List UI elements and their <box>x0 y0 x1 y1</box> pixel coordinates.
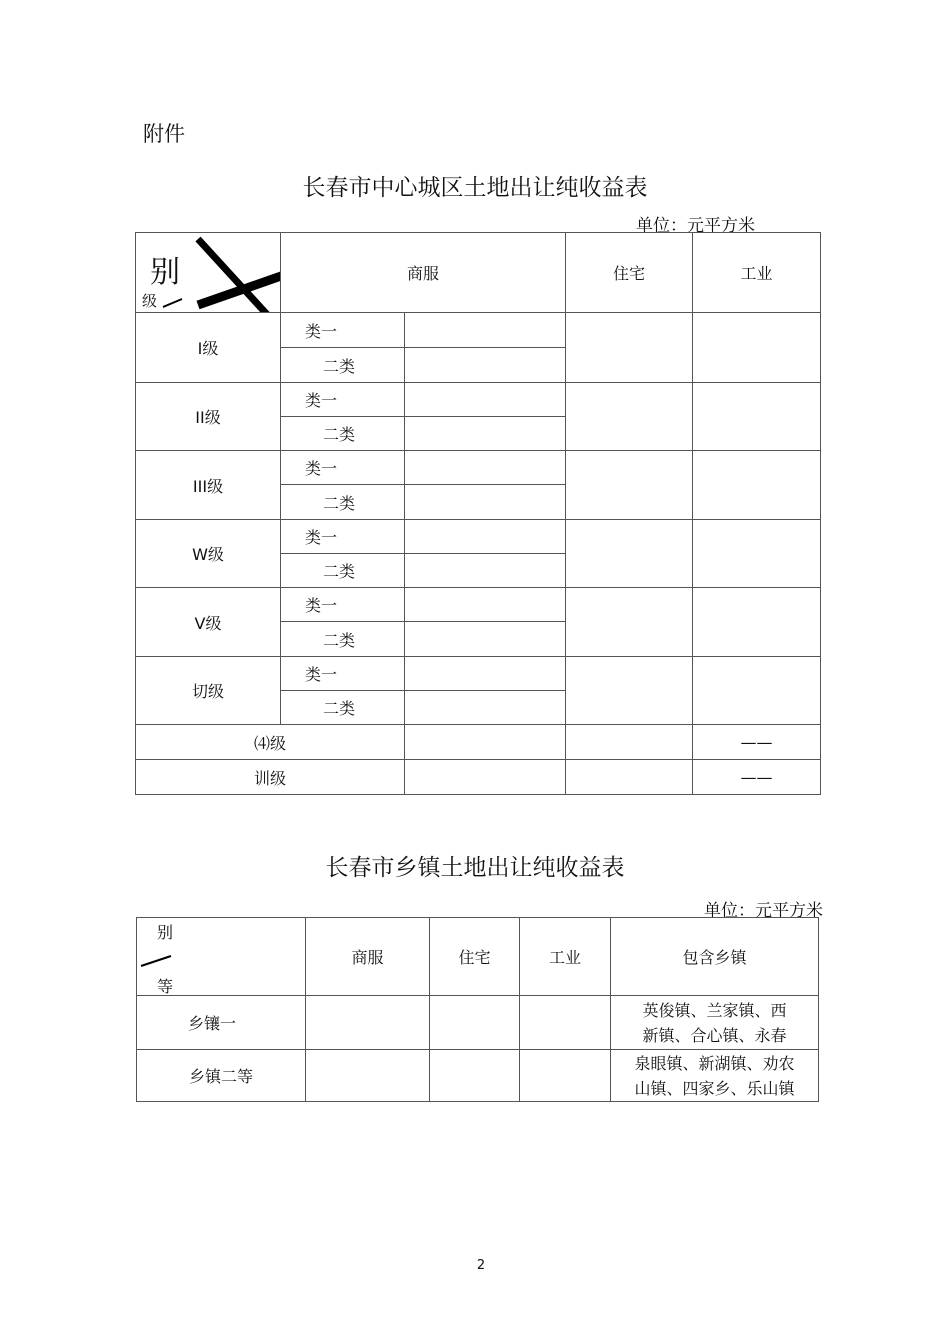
diag-label-bottom: 等 <box>157 977 174 996</box>
value-cell <box>693 383 821 451</box>
sub-class-label: 二类 <box>281 417 405 451</box>
value-cell <box>693 313 821 383</box>
header-industrial: 工业 <box>693 233 821 313</box>
towns-cell <box>611 1050 819 1102</box>
value-cell <box>693 520 821 588</box>
sub-class-label: 二类 <box>281 485 405 520</box>
value-cell <box>405 520 566 554</box>
industry-dash: —— <box>693 760 821 795</box>
value-cell <box>693 588 821 657</box>
table-row <box>137 996 819 1050</box>
value-cell <box>405 451 566 485</box>
diagonal-header-cell <box>136 233 281 313</box>
urban-land-table <box>135 232 821 795</box>
sub-class-label: 二类 <box>281 622 405 657</box>
sub-class-label: 二类 <box>281 348 405 383</box>
header-commercial: 商服 <box>306 918 430 996</box>
value-cell <box>405 760 566 795</box>
value-cell <box>306 1050 430 1102</box>
value-cell <box>566 657 693 725</box>
value-cell <box>405 691 566 725</box>
value-cell <box>405 554 566 588</box>
industry-dash: —— <box>693 725 821 760</box>
towns-line: 英俊镇、兰家镇、西 <box>642 1000 787 1020</box>
grade-label: 乡镇二等 <box>137 1050 306 1102</box>
level-label: II级 <box>136 383 281 451</box>
sub-class-label: 类一 <box>281 657 405 691</box>
level-label: 训级 <box>136 760 405 795</box>
value-cell <box>405 588 566 622</box>
sub-class-label: 二类 <box>281 691 405 725</box>
sub-class-label: 类一 <box>281 588 405 622</box>
value-cell <box>405 348 566 383</box>
value-cell <box>566 451 693 520</box>
attachment-label: 附件 <box>143 122 185 146</box>
value-cell <box>566 760 693 795</box>
level-label: 切级 <box>136 657 281 725</box>
header-residential: 住宅 <box>566 233 693 313</box>
level-label: ⑷级 <box>136 725 405 760</box>
header-industrial: 工业 <box>520 918 611 996</box>
value-cell <box>306 996 430 1050</box>
sub-class-label: 类一 <box>281 383 405 417</box>
table2-unit: 单位：元平方米 <box>704 901 823 921</box>
value-cell <box>566 588 693 657</box>
table-row <box>136 520 821 554</box>
value-cell <box>405 657 566 691</box>
page-number: 2 <box>476 1258 486 1273</box>
value-cell <box>430 1050 520 1102</box>
sub-class-label: 二类 <box>281 554 405 588</box>
value-cell <box>520 996 611 1050</box>
towns-cell <box>611 996 819 1050</box>
table-row <box>136 313 821 348</box>
value-cell <box>405 725 566 760</box>
towns-line: 山镇、四家乡、乐山镇 <box>634 1078 795 1098</box>
township-land-table <box>136 917 819 1102</box>
sub-class-label: 类一 <box>281 451 405 485</box>
diagonal-header-cell <box>137 918 306 996</box>
value-cell <box>693 451 821 520</box>
table-row <box>137 1050 819 1102</box>
level-label: V级 <box>136 588 281 657</box>
header-included-towns: 包含乡镇 <box>611 918 819 996</box>
value-cell <box>520 1050 611 1102</box>
towns-line: 泉眼镇、新湖镇、劝农 <box>634 1053 795 1073</box>
value-cell <box>405 622 566 657</box>
table-row <box>136 725 821 760</box>
header-residential: 住宅 <box>430 918 520 996</box>
table-row <box>136 760 821 795</box>
sub-class-label: 类一 <box>281 520 405 554</box>
table1-title: 长春市中心城区土地出让纯收益表 <box>302 175 648 201</box>
value-cell <box>566 725 693 760</box>
diag-label-top: 别 <box>157 923 174 942</box>
value-cell <box>566 383 693 451</box>
table-row <box>136 451 821 485</box>
header-commercial: 商服 <box>281 233 566 313</box>
table1-unit: 单位：元平方米 <box>636 216 755 236</box>
level-label: III级 <box>136 451 281 520</box>
value-cell <box>405 485 566 520</box>
sub-class-label: 类一 <box>281 313 405 348</box>
value-cell <box>566 313 693 383</box>
diag-label-top: 别 <box>150 255 180 290</box>
towns-line: 新镇、合心镇、永春 <box>642 1025 787 1045</box>
value-cell <box>566 520 693 588</box>
value-cell <box>405 313 566 348</box>
level-label: I级 <box>136 313 281 383</box>
value-cell <box>693 657 821 725</box>
value-cell <box>405 383 566 417</box>
grade-label: 乡镶一 <box>137 996 306 1050</box>
table2-title: 长春市乡镇土地出让纯收益表 <box>325 855 625 881</box>
value-cell <box>430 996 520 1050</box>
diag-label-bottom: 级 <box>142 292 158 310</box>
value-cell <box>405 417 566 451</box>
table-row <box>136 657 821 691</box>
table-row <box>136 588 821 622</box>
table-row <box>136 383 821 417</box>
level-label: W级 <box>136 520 281 588</box>
